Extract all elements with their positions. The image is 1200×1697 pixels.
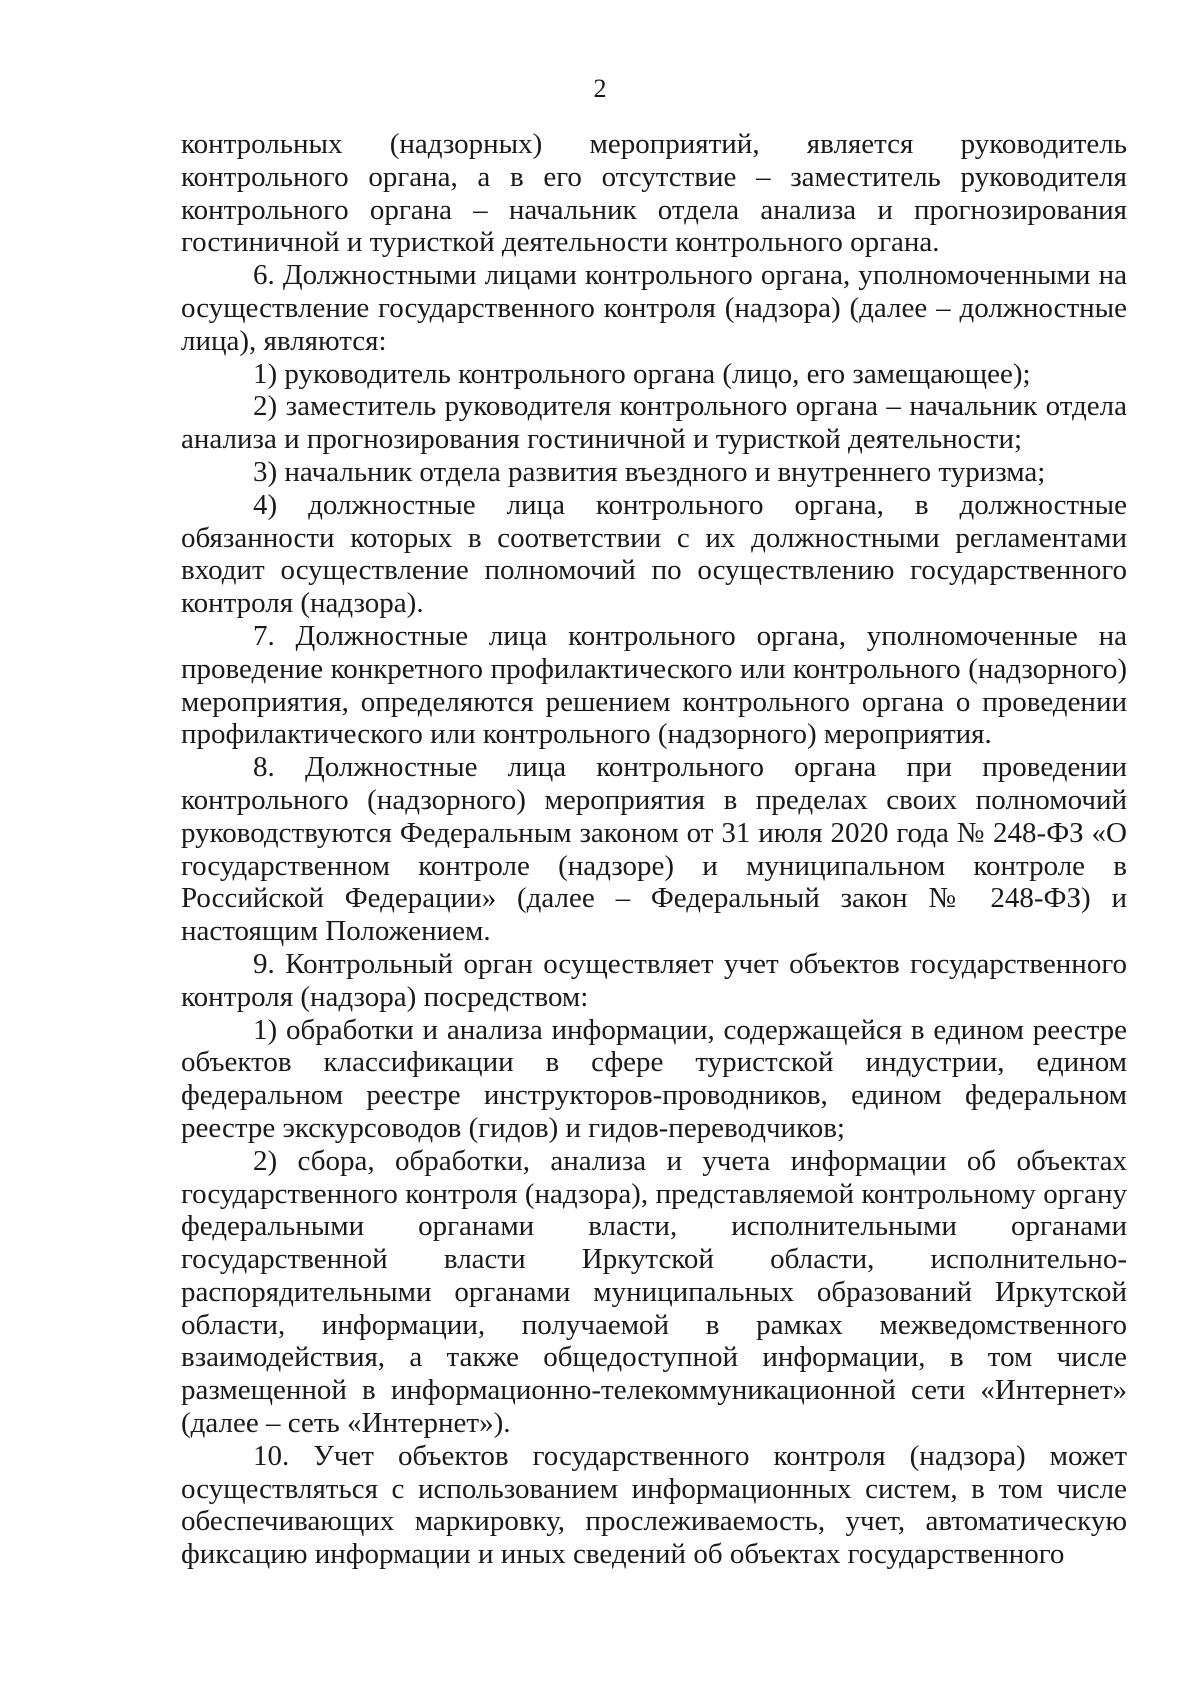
paragraph-6-item-4: 4) должностные лица контрольного органа, в должностные обязанности которых в соответствии с их должностными регламентами входит осуществление полномочий по осуществлению государственного контроля (надзора).: [181, 488, 1127, 620]
paragraph-10: 10. Учет объектов государственного контроля (надзора) может осуществляться с использованием информационных систем, в том числе обеспечивающих маркировку, прослеживаемость, учет, автоматическую фиксацию информации и иных сведений об объектах государственного: [181, 1439, 1127, 1571]
paragraph-6-item-3: 3) начальник отдела развития въездного и внутреннего туризма;: [253, 455, 1046, 488]
paragraph-6-item-2: 2) заместитель руководителя контрольного органа – начальник отдела анализа и прогнозирования гостиничной и туристкой деятельности;: [181, 390, 1127, 456]
paragraph-9: 9. Контрольный орган осуществляет учет объектов государственного контроля (надзора) посредством:: [181, 947, 1127, 1013]
paragraph-continuation: контрольных (надзорных) мероприятий, является руководитель контрольного органа, а в его отсутствие – заместитель руководителя контрольного органа – начальник отдела анализа и прогнозирования гостиничной и туристкой деятельности контрольного органа.: [181, 128, 1127, 259]
paragraph-6-item-1: 1) руководитель контрольного органа (лицо, его замещающее);: [253, 357, 1031, 390]
paragraph-6: 6. Должностными лицами контрольного органа, уполномоченными на осуществление государственного контроля (надзора) (далее – должностные лица), являются:: [181, 259, 1127, 357]
paragraph-8: 8. Должностные лица контрольного органа при проведении контрольного (надзорного) мероприятия в пределах своих полномочий руководствуются Федеральным законом от 31 июля 2020 года № 248-ФЗ «О государственном контроле (надзоре) и муниципальном контроле в Российской Федерации» (далее – Федеральный закон № 248-ФЗ) и настоящим Положением.: [181, 751, 1127, 948]
paragraph-7: 7. Должностные лица контрольного органа, уполномоченные на проведение конкретного профилактического или контрольного (надзорного) мероприятия, определяются решением контрольного органа о проведении профилактического или контрольного (надзорного) мероприятия.: [181, 619, 1127, 751]
paragraph-9-item-2: 2) сбора, обработки, анализа и учета информации об объектах государственного контроля (надзора), представляемой контрольному органу федеральными органами власти, исполнительными органами государственной власти Иркутской области, исполнительно-распорядительными органами муниципальных образований Иркутской области, информации, получаемой в рамках межведомственного взаимодействия, а также общедоступной информации, в том числе размещенной в информационно-телекоммуникационной сети «Интернет» (далее – сеть «Интернет»).: [181, 1144, 1127, 1440]
paragraph-9-item-1: 1) обработки и анализа информации, содержащейся в едином реестре объектов классификации в сфере туристской индустрии, едином федеральном реестре инструкторов-проводников, едином федеральном реестре экскурсоводов (гидов) и гидов-переводчиков;: [181, 1013, 1127, 1144]
page-number: 2: [593, 74, 607, 103]
document-body: [181, 128, 1127, 1571]
